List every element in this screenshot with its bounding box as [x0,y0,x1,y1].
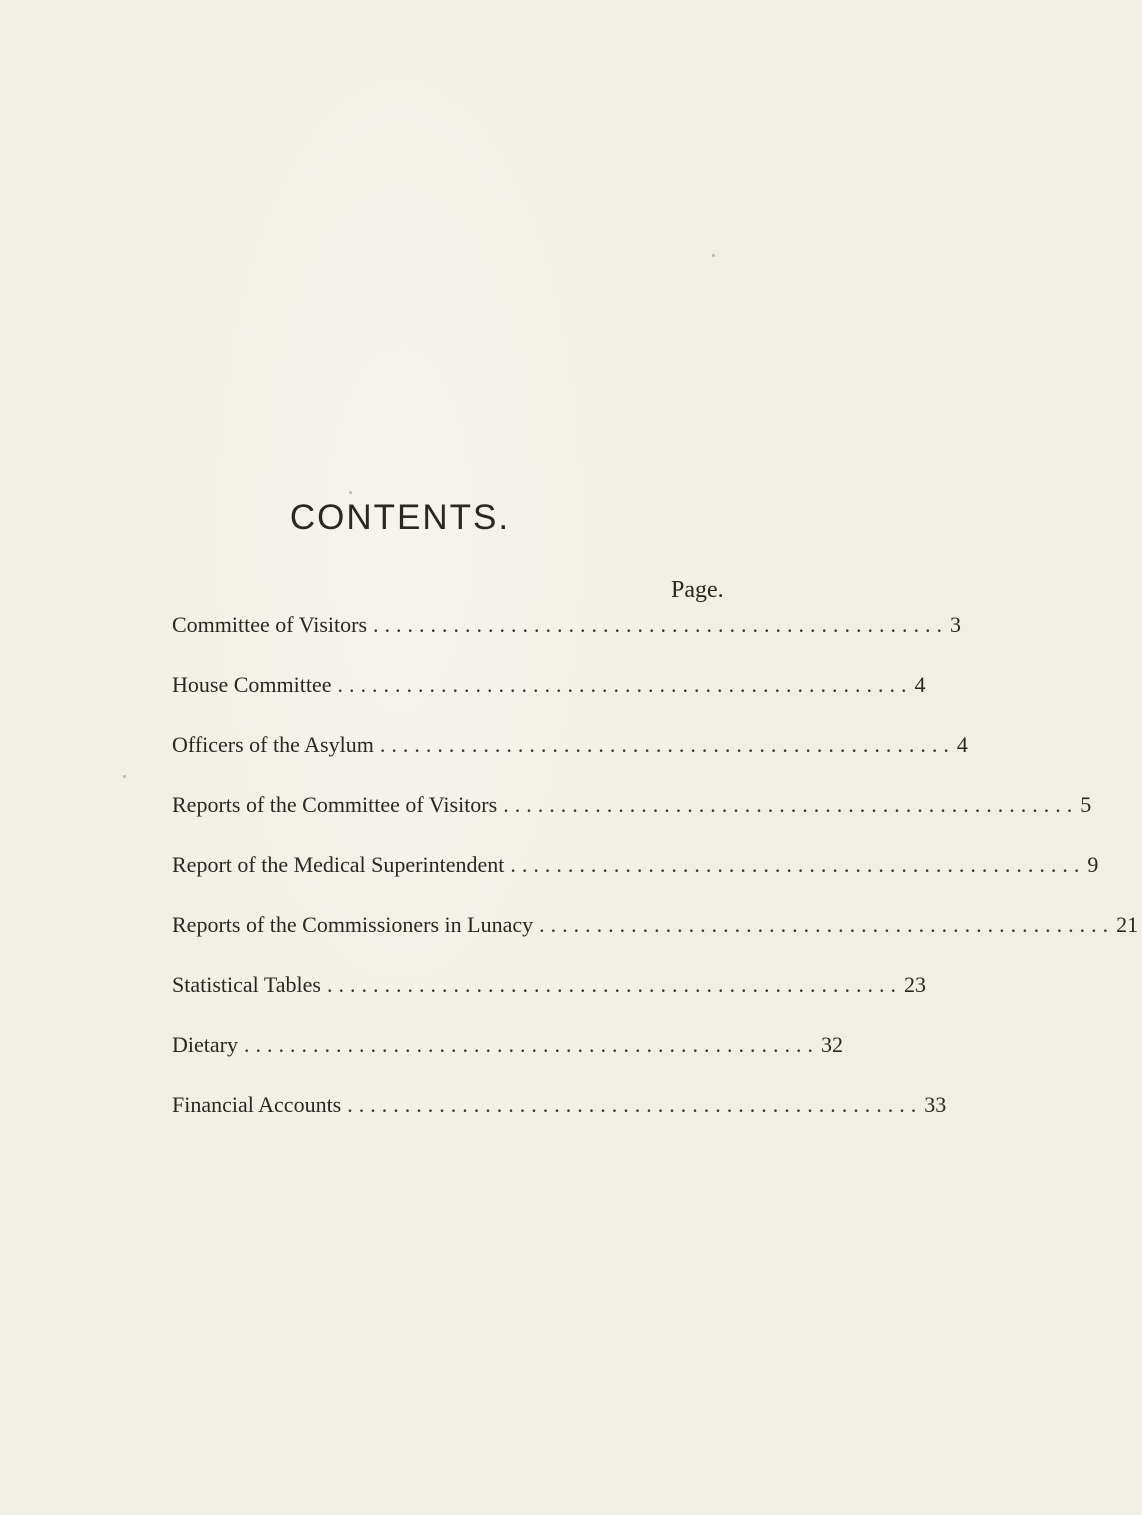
toc-entry-title: House Committee [172,672,332,697]
contents-heading: CONTENTS. [289,498,511,537]
dot-leader: .................................................. [379,732,955,757]
toc-entry[interactable] [172,972,926,1032]
toc-entry-page: 3 [950,612,962,637]
toc-entry-title: Dietary [172,1032,238,1057]
table-of-contents [172,612,1139,1152]
toc-entry[interactable] [172,672,926,732]
toc-entry-title: Officers of the Asylum [172,732,374,757]
toc-entry[interactable] [172,732,968,792]
toc-entry-page: 33 [924,1092,947,1117]
dot-leader: .................................................. [510,852,1086,877]
toc-entry-page: 23 [903,972,926,997]
toc-entry-title: Committee of Visitors [172,612,368,637]
dot-leader: .................................................. [243,1032,819,1057]
toc-entry-page: 4 [914,672,926,697]
toc-entry-page: 32 [820,1032,843,1057]
toc-entry-title: Statistical Tables [172,972,321,997]
paper-speck [123,775,126,778]
page-column-label: Page. [671,577,724,603]
toc-entry[interactable] [172,792,1092,852]
paper-speck [712,254,715,257]
toc-entry[interactable] [172,912,1139,972]
toc-entry-page: 21 [1116,912,1139,937]
toc-entry-title: Report of the Medical Superintendent [172,852,505,877]
toc-entry[interactable] [172,852,1099,912]
dot-leader: .................................................. [326,972,902,997]
dot-leader: .................................................. [373,612,949,637]
dot-leader: .................................................. [503,792,1079,817]
paper-speck [349,491,352,494]
toc-entry[interactable] [172,1092,947,1152]
toc-entry[interactable] [172,612,962,672]
dot-leader: .................................................. [347,1092,923,1117]
dot-leader: .................................................. [539,912,1115,937]
toc-entry-page: 9 [1087,852,1099,877]
toc-entry[interactable] [172,1032,843,1092]
toc-entry-title: Financial Accounts [172,1092,342,1117]
toc-entry-page: 4 [956,732,968,757]
toc-entry-title: Reports of the Committee of Visitors [172,792,498,817]
toc-entry-page: 5 [1080,792,1092,817]
toc-entry-title: Reports of the Commissioners in Lunacy [172,912,534,937]
dot-leader: .................................................. [337,672,913,697]
